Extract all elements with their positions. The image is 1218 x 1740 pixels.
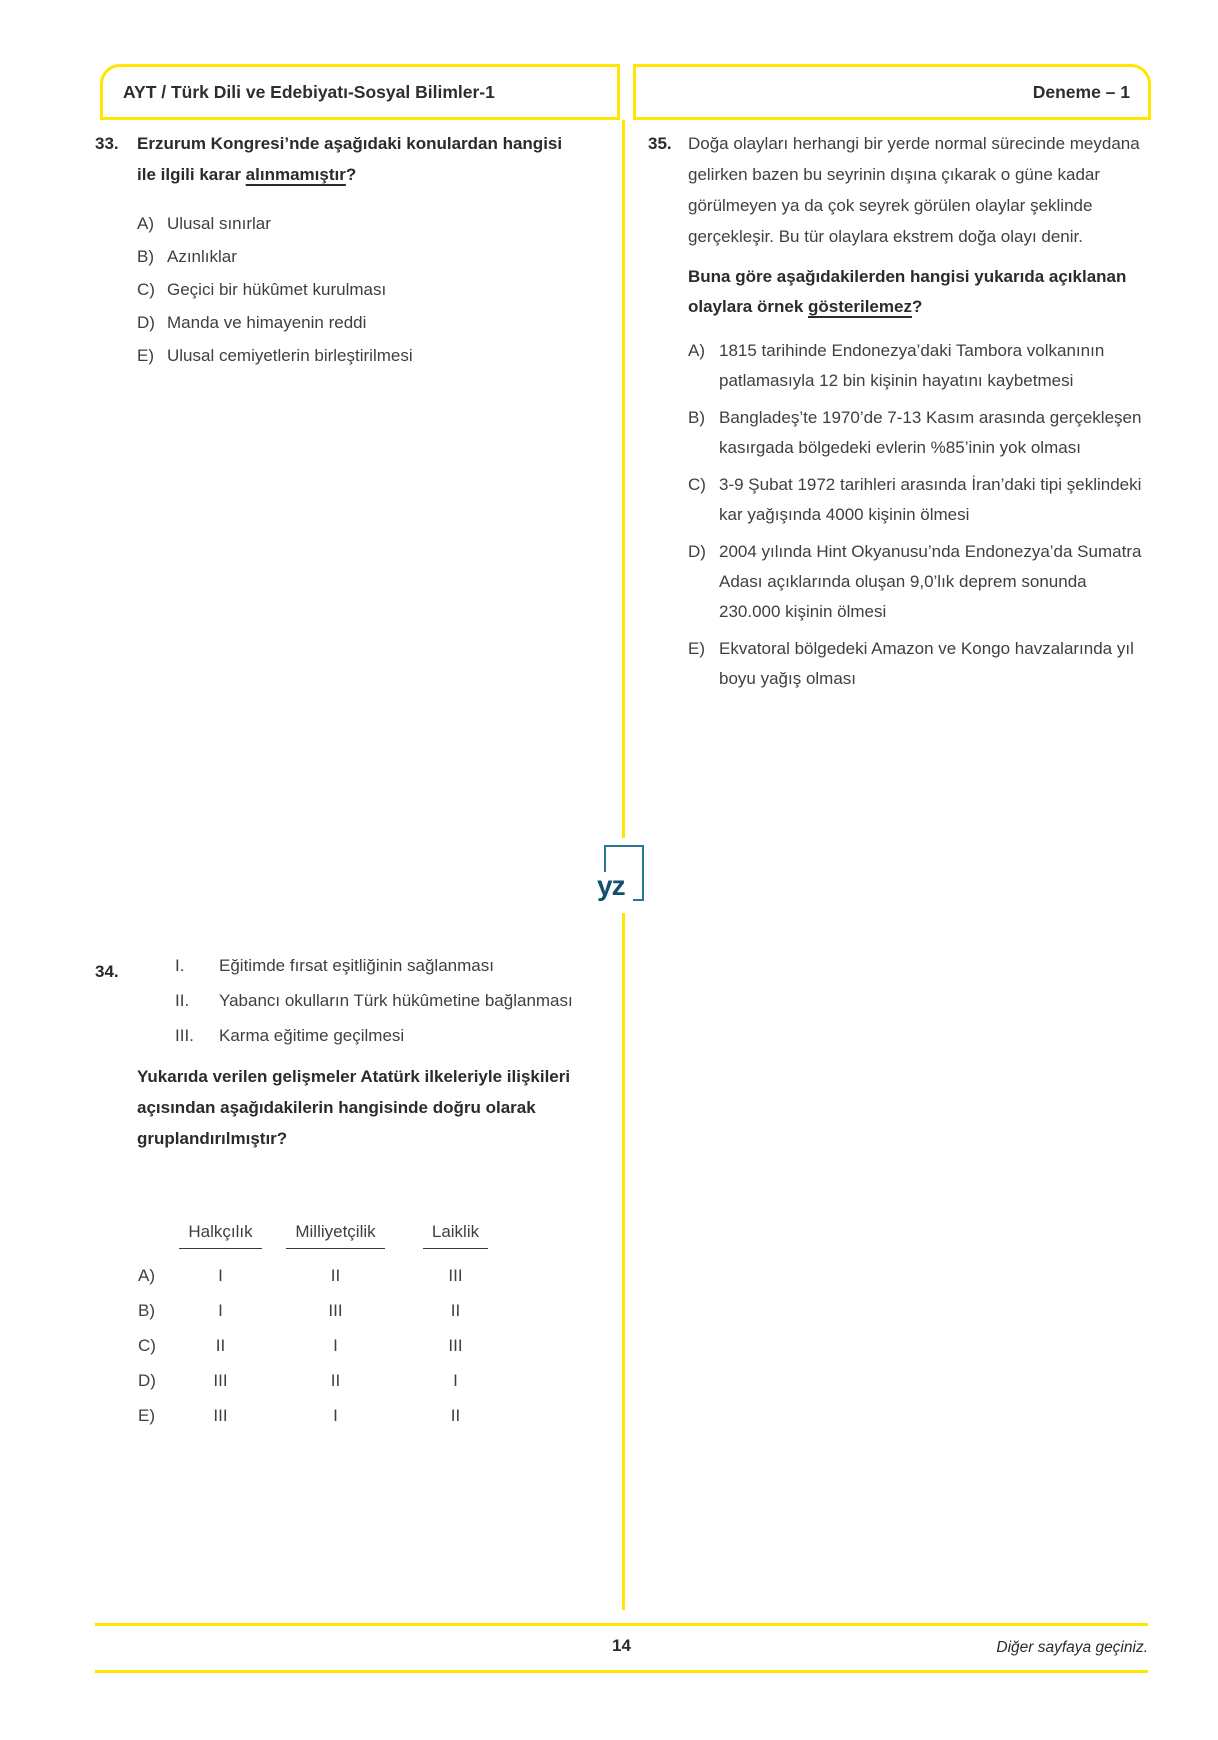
row-letter: B)	[138, 1301, 155, 1320]
question-33-options	[137, 214, 573, 366]
question-33-stem-text: Erzurum Kongresi’nde aşağıdaki konulardan hangisi ile ilgili karar	[137, 134, 563, 184]
option-e	[137, 346, 573, 366]
column-header: Milliyetçilik	[286, 1222, 384, 1249]
table-header-halkcilik	[168, 1222, 273, 1266]
header-exam-number: Deneme – 1	[1032, 81, 1130, 102]
option-a	[137, 214, 573, 234]
question-35-options	[688, 336, 1148, 694]
option-c	[688, 470, 1148, 530]
option-text: 3-9 Şubat 1972 tarihleri arasında İran’daki tipi şeklindeki kar yağışında 4000 kişinin ölmesi	[719, 475, 1142, 524]
option-letter: E)	[137, 346, 154, 365]
option-letter: C)	[137, 280, 155, 299]
question-33	[95, 128, 573, 379]
question-35-stem-suffix: ?	[911, 297, 923, 316]
page-number: 14	[612, 1636, 631, 1655]
table-cell: I	[333, 1406, 338, 1425]
roman-numeral: I.	[175, 956, 185, 975]
table-header-milliyetcilik	[273, 1222, 398, 1266]
question-34-stem: Yukarıda verilen gelişmeler Atatürk ilkeleriyle ilişkileri açısından aşağıdakilerin hangisinde doğru olarak gruplandırılmıştır?	[137, 1067, 571, 1148]
question-33-stem	[137, 128, 573, 190]
option-text: Ulusal sınırlar	[167, 214, 271, 233]
item-text: Eğitimde fırsat eşitliğinin sağlanması	[219, 956, 494, 975]
table-header-laiklik	[398, 1222, 513, 1266]
option-d	[688, 537, 1148, 627]
question-34	[95, 956, 573, 1154]
table-cell: II	[330, 1266, 341, 1285]
option-letter: A)	[137, 214, 154, 233]
option-letter: B)	[688, 408, 705, 427]
item-text: Karma eğitime geçilmesi	[219, 1026, 405, 1045]
table-cell: I	[453, 1371, 458, 1390]
option-letter: C)	[688, 475, 706, 494]
table-cell: II	[330, 1371, 341, 1390]
table-cell: III	[213, 1406, 228, 1425]
row-letter: D)	[138, 1371, 156, 1390]
option-c	[137, 280, 573, 300]
header-exam-title-box	[100, 64, 620, 120]
table-cell: III	[328, 1301, 343, 1320]
column-header: Laiklik	[423, 1222, 488, 1249]
question-34-items	[137, 956, 573, 1046]
roman-numeral: III.	[175, 1026, 194, 1045]
option-b	[688, 403, 1148, 463]
column-divider-bottom	[622, 913, 625, 1610]
question-35-number: 35.	[648, 134, 672, 153]
option-letter: E)	[688, 639, 705, 658]
option-a	[688, 336, 1148, 396]
question-35-body: Doğa olayları herhangi bir yerde normal sürecinde meydana gelirken bazen bu seyrinin dışına çıkarak o güne kadar görülmeyen ya da çok seyrek görülen olaylar şeklinde gerçekleşir. Bu tür olaylara ekstrem doğa olayı denir.	[688, 134, 1140, 246]
question-34-answer-table	[138, 1222, 513, 1441]
option-letter: B)	[137, 247, 154, 266]
option-b	[137, 247, 573, 267]
header-exam-title: AYT / Türk Dili ve Edebiyatı-Sosyal Bilimler-1	[123, 81, 495, 102]
roman-numeral: II.	[175, 991, 190, 1010]
table-cell: II	[450, 1301, 461, 1320]
option-text: Bangladeş’te 1970’de 7-13 Kasım arasında gerçekleşen kasırgada bölgedeki evlerin %85’inin yok olması	[719, 408, 1142, 457]
publisher-logo: yz	[597, 872, 633, 901]
footer-rule-bottom	[95, 1670, 1148, 1673]
table-cell: II	[450, 1406, 461, 1425]
question-35	[648, 128, 1148, 701]
table-corner	[138, 1222, 168, 1266]
option-text: Manda ve himayenin reddi	[167, 313, 367, 332]
table-cell: III	[448, 1266, 463, 1285]
option-text: 1815 tarihinde Endonezya’daki Tambora volkanının patlamasıyla 12 bin kişinin hayatını kaybetmesi	[719, 341, 1105, 390]
column-header: Halkçılık	[179, 1222, 261, 1249]
table-cell: I	[333, 1336, 338, 1355]
column-divider-top	[622, 120, 625, 838]
row-letter: C)	[138, 1336, 156, 1355]
roman-item-3	[175, 1026, 573, 1046]
row-letter: A)	[138, 1266, 155, 1285]
option-text: Ulusal cemiyetlerin birleştirilmesi	[167, 346, 413, 365]
question-33-number: 33.	[95, 134, 119, 153]
next-page-note: Diğer sayfaya geçiniz.	[996, 1639, 1148, 1656]
option-d	[137, 313, 573, 333]
table-cell: III	[448, 1336, 463, 1355]
question-35-stem	[688, 262, 1148, 322]
table-cell: III	[213, 1371, 228, 1390]
option-letter: D)	[688, 542, 706, 561]
question-33-stem-underlined: alınmamıştır	[245, 165, 346, 184]
table-cell: I	[218, 1301, 223, 1320]
footer-rule-top	[95, 1623, 1148, 1626]
option-letter: A)	[688, 341, 705, 360]
question-33-stem-suffix: ?	[345, 165, 357, 184]
option-text: 2004 yılında Hint Okyanusu’nda Endonezya’da Sumatra Adası açıklarında oluşan 9,0’lık deprem sonunda 230.000 kişinin ölmesi	[719, 542, 1142, 621]
roman-item-2	[175, 991, 573, 1011]
option-text: Ekvatoral bölgedeki Amazon ve Kongo havzalarında yıl boyu yağış olması	[719, 639, 1134, 688]
question-34-number: 34.	[95, 962, 119, 981]
table-cell: II	[215, 1336, 226, 1355]
option-text: Azınlıklar	[167, 247, 237, 266]
table-cell: I	[218, 1266, 223, 1285]
item-text: Yabancı okulların Türk hükûmetine bağlanması	[219, 991, 573, 1010]
question-35-stem-underlined: gösterilemez	[808, 297, 912, 316]
row-letter: E)	[138, 1406, 155, 1425]
roman-item-1	[175, 956, 573, 976]
option-text: Geçici bir hükûmet kurulması	[167, 280, 387, 299]
option-e	[688, 634, 1148, 694]
header-exam-number-box	[633, 64, 1151, 120]
option-letter: D)	[137, 313, 155, 332]
question-35-stem-text: Buna göre aşağıdakilerden hangisi yukarıda açıklanan olaylara örnek	[688, 267, 1127, 316]
